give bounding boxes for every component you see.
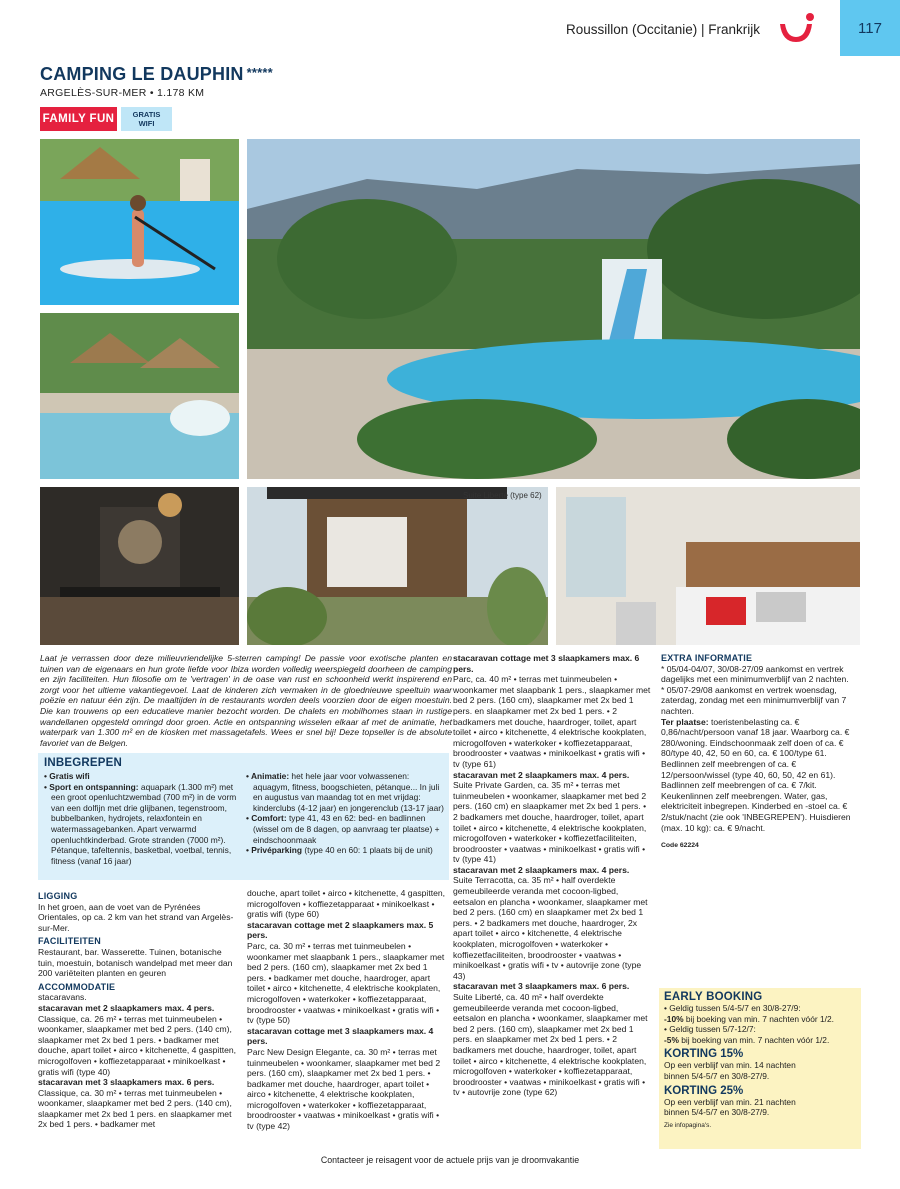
tui-logo [776,10,820,48]
accommodation-intro: stacaravans. [38,992,87,1003]
footer-note: Contacteer je reisagent voor de actuele prijs van je droomvakantie [320,1155,580,1165]
unit-50-heading: stacaravan cottage met 2 slaapkamers max. 5 pers. [247,919,434,941]
photo-paddleboard-pool [40,139,239,305]
facilities-heading: FACILITEITEN [38,936,101,947]
animation-text: het hele jaar voor volwassenen: aquagym, fitness, boogschieten, pétanque... In juli en augustus van maandag tot en met vrijdag: kinderclubs (4-12 jaar) en jongerenclub (13-17 jaar) [253,771,444,813]
korting-25-line-1: Op een verblijf van min. 21 nachten [664,1096,796,1107]
extra-info-1: * 05/04-04/07, 30/08-27/09 aankomst en vertrek dagelijks met een minimumverblijf van 2 nachten. [661,663,849,685]
early-discount-5 [664,1035,856,1046]
early-booking-heading: EARLY BOOKING [664,991,763,1003]
photo-caption: Suite Liberté (type 62) [463,491,542,500]
included-wifi: • Gratis wifi [44,771,90,781]
sport-text: aquapark (1.300 m²) met een groot openluchtzwembad (700 m²) in de vorm van een dolfijn met drie glijbanen, tegenstroom, bubbelbanken, hydrojets, relaxfontein en watermassagebanken. Apart verwarmd openluchtkinderbad. Grote stranden (7000 m²). Pétanque, tafeltennis, basketbal, voetbal, tennis, fitness (vanaf 16 jaar) [51,781,237,866]
photo-main-pool-mountains [247,139,860,479]
photo-jacuzzi-garden [40,313,239,479]
product-code: Code 62224 [661,842,699,850]
star-rating: ***** [246,65,273,80]
korting-15-heading: KORTING 15% [664,1048,744,1061]
ligging-text: In het groen, aan de voet van de Pyrénées Orientales, op ca. 2 km van het strand van Argelès-sur-Mer. [38,901,234,933]
on-site-label: Ter plaatse: [661,716,709,727]
location-distance: ARGELÈS-SUR-MER • 1.178 KM [40,87,205,99]
unit-62-text: Suite Liberté, ca. 40 m² • half overdekte gemeubileerde veranda met cocoon-ligbed, eetsalon en plancha • woonkamer, slaapkamer met bed 2 pers. (160 cm), slaapkamer met 2x bed 1 pers. en slaapkamer met 2x bed 1 pers. • 2 badkamers met douche, haardroger, toilet, apart toilet • airco • kitchenette, 4 elektrische kookplaten, microgolfoven • waterkoker • koffiezetapparaat, broodrooster • vaatwas • minikoelkast • gratis wifi • tv • autovrije zone (type 62) [453,992,648,1098]
included-col-right [246,771,444,856]
photo-restaurant-interior [40,487,239,645]
column-3 [453,653,653,1098]
included-comfort [246,813,444,845]
included-parking [246,845,444,856]
unit-61-text: Parc, ca. 40 m² • terras met tuinmeubelen • woonkamer met slaapbank 1 pers., slaapkamer met bed 2 pers. (160 cm), slaapkamer met 2x bed 1 pers. en slaapkamer met 2x bed 1 pers. • 2 badkamers met douche, haardroger, toilet, apart toilet • airco • kitchenette, 4 elektrische kookplaten, microgolfoven • waterkoker • koffiezetapparaat, broodrooster • vaatwas • minikoelkast • gratis wifi • tv (type 61) [453,674,651,769]
discount-5-text: bij boeking van min. 7 nachten vóór 1/2. [678,1034,830,1045]
unit-60-continued: douche, apart toilet • airco • kitchenette, 4 gaspitten, microgolfoven • koffiezetapparaat • minikoelkast • gratis wifi (type 60) [247,888,446,920]
korting-25-heading: KORTING 25% [664,1084,744,1097]
intro-text: Laat je verrassen door deze milieuvriendelijke 5-sterren camping! De passie voor exotische planten en tuinen van de eigenaars en hun grote liefde voor Ibiza worden volledig weerspiegeld doorheen de camping en zijn faciliteiten. Hun filosofie om te 'vertragen' in de oase van rust en schoonheid werkt inspirerend en zorgt voor het ultieme vakantiegevoel. Laat de kinderen zich vermaken in de gloednieuwe speeltuin waar poëzie en natuur één zijn. De maaltijden in de restaurants worden deels voorzien door de eigen moestuin. Die kan trouwens op een educatieve manier bezocht worden. De chalets en mobilhomes staan in rustige wandellanen opgesteld omringd door groen. Actie en ontspanning wisselen elkaar af met de animatie, het waterpark van 1.300 m² en de kiosken met massagetafels. Wees er snel bij! Deze topseller is de absolute favoriet van de Belgen. [40,653,452,748]
unit-41-text: Suite Private Garden, ca. 35 m² • terras met tuinmeubelen • woonkamer, slaapkamer met bed 2 pers. (160 cm) en slaapkamer met 2x bed 1 pers. • 2 badkamers met douche, haardroger, toilet, apart toilet • airco • kitchenette, 4 elektrische kookplaten, microgolfoven • waterkoker • koffiezetfaciliteiten, broodrooster • vaatwas • minikoelkast • gratis wifi • tv (type 41) [453,780,647,865]
early-valid-2: • Geldig tussen 5/7-12/7: [664,1024,756,1035]
unit-41-heading: stacaravan met 2 slaapkamers max. 4 pers. [453,769,630,780]
wifi-badge-line-1: GRATIS [132,110,161,119]
photo-suite-liberte-veranda [247,487,548,645]
korting-15-line-1: Op een verblijf van min. 14 nachten [664,1060,796,1071]
unit-50-text: Parc, ca. 30 m² • terras met tuinmeubelen • woonkamer met slaapbank 1 pers., slaapkamer met bed 2 pers. (160 cm), slaapkamer met 2x bed 1 pers. • badkamer met douche, haardroger, apart toilet • airco • kitchenette, 4 elektrische kookplaten, microgolfoven • waterkoker • koffiezetapparaat, broodrooster • vaatwas • minikoelkast • gratis wifi • tv (type 50) [247,940,445,1026]
parking-text: (type 40 en 60: 1 plaats bij de unit) [302,845,433,856]
extra-info-heading: EXTRA INFORMATIE [661,653,753,663]
included-sport [44,782,243,867]
unit-43-heading: stacaravan met 2 slaapkamers max. 4 pers. [453,864,630,875]
early-booking-box [659,988,861,1149]
early-discount-10 [664,1014,856,1025]
camping-name: CAMPING LE DAUPHIN [40,64,244,84]
discount-10-value: -10% [664,1013,684,1024]
page-title [40,64,273,85]
unit-40-text: Classique, ca. 26 m² • terras met tuinmeubelen • woonkamer, slaapkamer met bed 2 pers. (140 cm), slaapkamer met 2x bed 1 pers. • badkamer met douche, apart toilet • airco • kitchenette, 4 gaspitten, microgolfoven • koffiezetapparaat • minikoelkast • gratis wifi (type 40) [38,1013,237,1077]
column-4 [661,653,861,852]
info-note: Zie infopagina's. [664,1121,712,1129]
included-box [38,753,449,880]
korting-15-line-2: binnen 5/4-5/7 en 30/8-27/9. [664,1070,770,1081]
unit-40-heading: stacaravan met 2 slaapkamers max. 4 pers. [38,1002,215,1013]
parking-label: • Privéparking [246,845,302,856]
unit-42-text: Parc New Design Elegante, ca. 30 m² • terras met tuinmeubelen • woonkamer, slaapkamer met bed 2 pers. (160 cm), slaapkamer met 2x bed 1 pers. • badkamer met douche, haardroger, apart toilet • airco • kitchenette, 4 elektrische kookplaten, microgolfoven • waterkoker • koffiezetapparaat, broodrooster • vaatwas • minikoelkast • gratis wifi • tv (type 42) [247,1046,441,1132]
facilities-text: Restaurant, bar. Wasserette. Tuinen, botanische tuin, moestuin, botanisch wandelpad met meer dan 200 variëteiten planten en geuren [38,946,233,979]
korting-25-line-2: binnen 5/4-5/7 en 30/8-27/9. [664,1107,770,1118]
column-2 [247,888,447,1132]
extra-info-2: * 05/07-29/08 aankomst en vertrek woensdag, zaterdag, zondag met een minimumverblijf van 7 nachten. [661,684,847,716]
unit-60-text: Classique, ca. 30 m² • terras met tuinmeubelen • woonkamer, slaapkamer met bed 2 pers. (140 cm), slaapkamer met 2x bed 1 pers. en slaapkamer met 2x bed 1 pers. • badkamer met [38,1087,232,1130]
animation-label: • Animatie: [246,771,290,781]
wifi-badge-line-2: WIFI [138,119,155,128]
accommodation-heading: ACCOMMODATIE [38,981,116,992]
early-valid-1: • Geldig tussen 5/4-5/7 en 30/8-27/9: [664,1003,801,1013]
photo-bedroom [556,487,860,645]
unit-43-text: Suite Terracotta, ca. 35 m² • half overdekte gemeubileerde veranda met cocoon-ligbed, eetsalon en plancha • woonkamer, slaapkamer met bed 2 pers. (160 cm) en slaapkamer met 2x bed 1 pers. • 2 badkamers met douche, haardroger, 2x apart toilet • airco • kitchenette, 4 elektrische kookplaten, microgolfoven • waterkoker • koffiezetfaciliteiten, broodrooster • vaatwas • minikoelkast • gratis wifi • tv • autovrije zone (type 43) [453,875,648,981]
included-animation [246,771,444,813]
discount-5-value: -5% [664,1034,679,1045]
unit-42-heading: stacaravan cottage met 3 slaapkamers max. 4 pers. [247,1025,434,1047]
included-heading: INBEGREPEN [44,757,123,769]
on-site-text: toeristenbelasting ca. € 0,86/nacht/persoon vanaf 18 jaar. Waarborg ca. € 280/woning. Eindschoonmaak zelf doen of ca. € 80/type 40, 42, 50 en 60, ca. € 100/type 61. Bedlinnen zelf meebrengen of ca. € 12/persoon/wissel (type 40, 60, 50, 42 en 61). Badlinnen zelf meebrengen of ca. € 7/kit. Keukenlinnen zelf meebrengen. Water, gas, elektriciteit inbegrepen. Kinderbed en -stoel ca. € 2/stuk/nacht (zie ook 'INBEGREPEN'). Huisdieren (max. 10 kg): ca. € 9/nacht. [661,716,851,833]
unit-62-heading: stacaravan met 3 slaapkamers max. 6 pers. [453,981,630,992]
comfort-text: type 41, 43 en 62: bed- en badlinnen (wissel om de 8 dagen, op aanvraag ter plaatse) + eindschoonmaak [253,813,440,845]
free-wifi-badge [121,107,172,131]
ligging-heading: LIGGING [38,891,78,901]
unit-61-heading: stacaravan cottage met 3 slaapkamers max. 6 pers. [453,653,640,674]
sport-label: • Sport en ontspanning: [44,781,139,792]
discount-10-text: bij boeking van min. 7 nachten vóór 1/2. [683,1013,834,1024]
page-number: 117 [840,0,900,56]
family-fun-badge: FAMILY FUN [40,107,117,131]
comfort-label: • Comfort: [246,813,287,824]
included-col-left [44,771,243,866]
unit-60-heading: stacaravan met 3 slaapkamers max. 6 pers. [38,1077,215,1088]
on-site-costs [661,717,861,834]
region-breadcrumb: Roussillon (Occitanie) | Frankrijk [566,22,761,37]
column-1 [38,888,238,1130]
